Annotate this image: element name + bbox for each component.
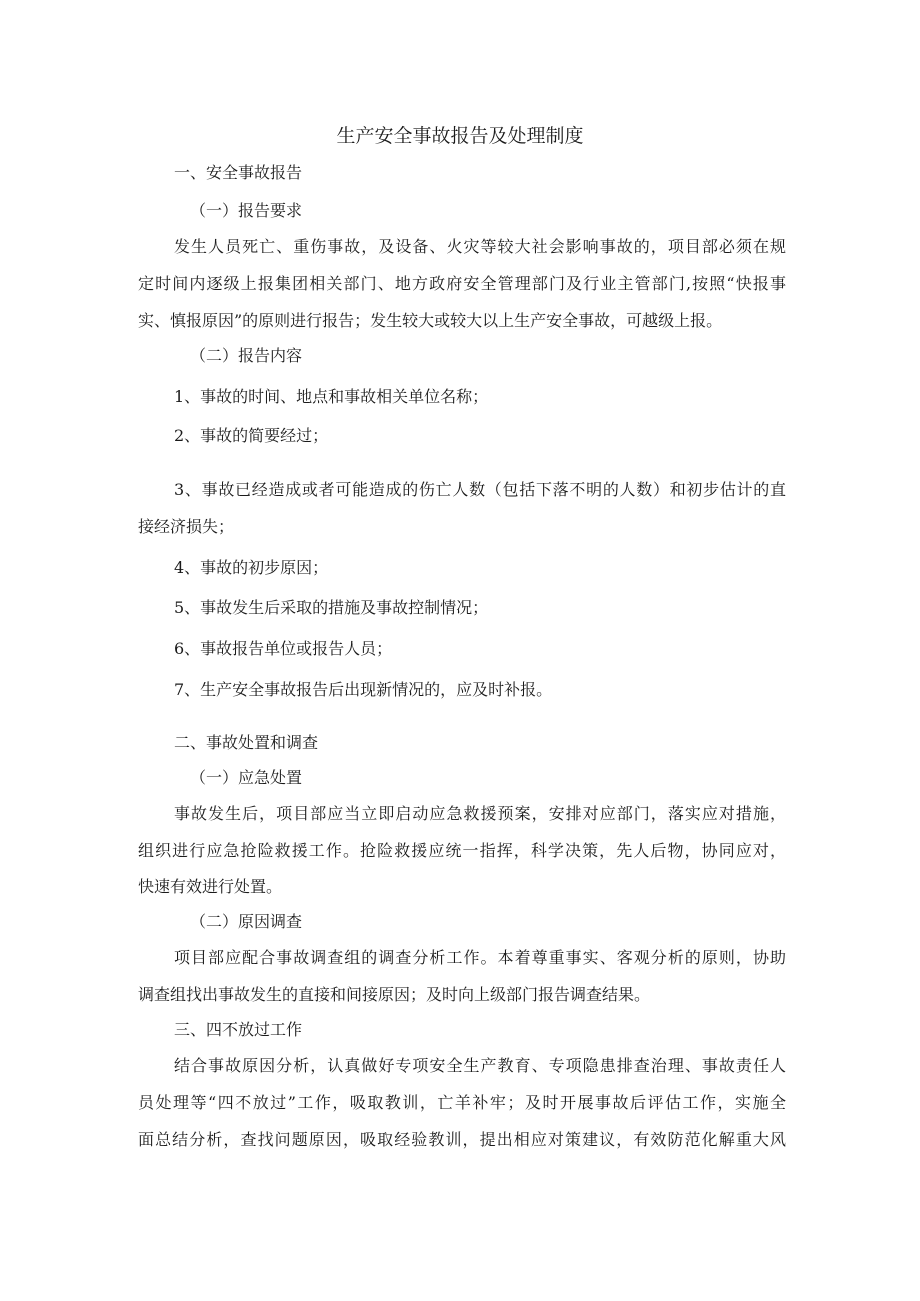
paragraph-line: 员处理等“四不放过”工作，吸取教训，亡羊补牢；及时开展事故后评估工作，实施全 xyxy=(138,1093,786,1112)
paragraph-line: 组织进行应急抢险救援工作。抢险救援应统一指挥，科学决策，先人后物，协同应对， xyxy=(138,841,786,860)
paragraph-line: 调查组找出事故发生的直接和间接原因；及时向上级部门报告调查结果。 xyxy=(138,985,651,1004)
list-item: 1、事故的时间、地点和事故相关单位名称； xyxy=(174,387,489,406)
paragraph-line: 事故发生后，项目部应当立即启动应急救援预案，安排对应部门，落实应对措施， xyxy=(174,804,786,823)
paragraph-line: 快速有效进行处置。 xyxy=(138,877,283,896)
section-2-sub-2-heading: （二）原因调查 xyxy=(190,912,303,931)
list-item-continuation: 接经济损失； xyxy=(138,517,235,536)
section-2-sub-1-heading: （一）应急处置 xyxy=(190,768,303,787)
list-item: 5、事故发生后采取的措施及事故控制情况； xyxy=(174,598,489,617)
paragraph-line: 面总结分析，查找问题原因，吸取经验教训，提出相应对策建议，有效防范化解重大风 xyxy=(138,1130,786,1149)
section-1-sub-1-heading: （一）报告要求 xyxy=(190,201,303,220)
section-2-heading: 二、事故处置和调查 xyxy=(174,733,319,752)
paragraph-line: 实、慎报原因”的原则进行报告；发生较大或较大以上生产安全事故，可越级上报。 xyxy=(138,311,723,330)
paragraph-line: 定时间内逐级上报集团相关部门、地方政府安全管理部门及行业主管部门,按照“快报事 xyxy=(138,274,786,293)
section-3-heading: 三、四不放过工作 xyxy=(174,1020,303,1039)
section-1-sub-2-heading: （二）报告内容 xyxy=(190,346,303,365)
paragraph-line: 结合事故原因分析，认真做好专项安全生产教育、专项隐患排查治理、事故责任人 xyxy=(174,1056,786,1075)
list-item: 7、生产安全事故报告后出现新情况的，应及时补报。 xyxy=(174,680,553,699)
list-item: 4、事故的初步原因； xyxy=(174,558,329,577)
document-title: 生产安全事故报告及处理制度 xyxy=(336,125,584,147)
list-item: 3、事故已经造成或者可能造成的伤亡人数（包括下落不明的人数）和初步估计的直 xyxy=(174,480,786,499)
paragraph-line: 项目部应配合事故调查组的调查分析工作。本着尊重事实、客观分析的原则，协助 xyxy=(174,948,786,967)
list-item: 6、事故报告单位或报告人员； xyxy=(174,639,393,658)
list-item: 2、事故的简要经过； xyxy=(174,426,329,445)
paragraph-line: 发生人员死亡、重伤事故，及设备、火灾等较大社会影响事故的，项目部必须在规 xyxy=(174,237,786,256)
section-1-heading: 一、安全事故报告 xyxy=(174,163,303,182)
